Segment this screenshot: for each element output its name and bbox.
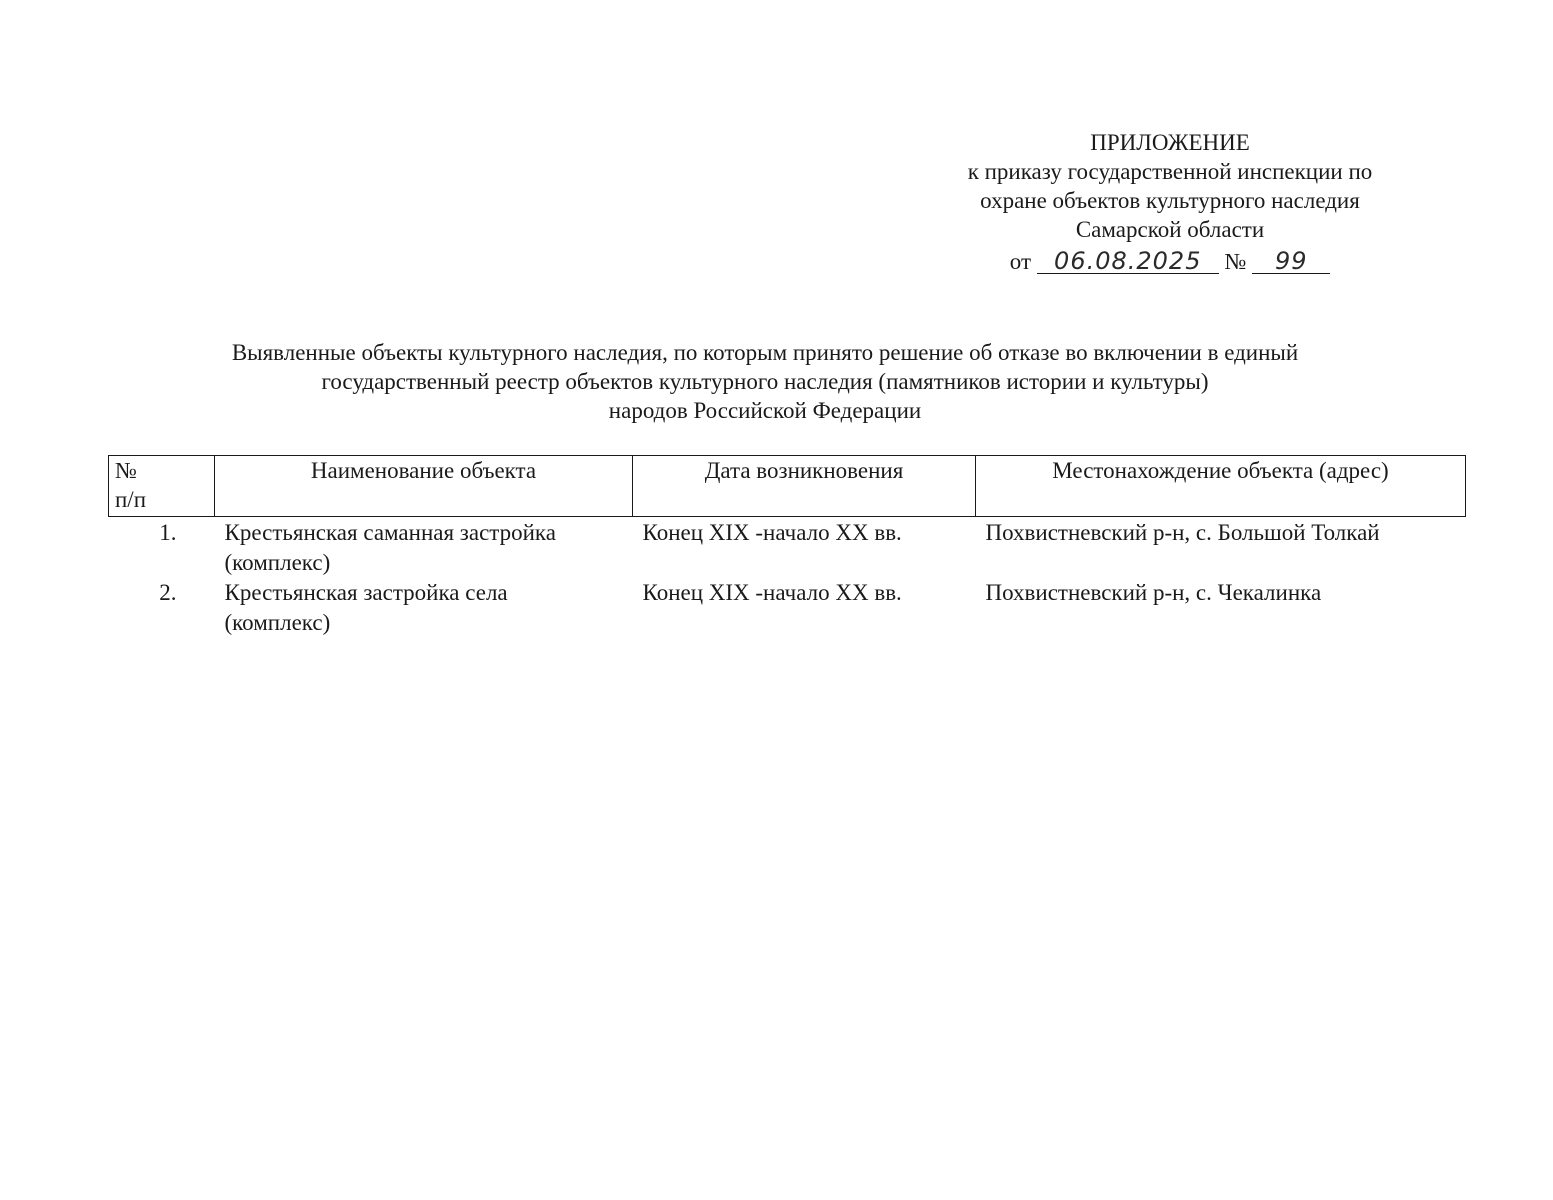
title-line: народов Российской Федерации	[608, 398, 922, 423]
row-name	[215, 517, 633, 579]
row-name-line: Крестьянская саманная застройка	[224, 520, 556, 545]
order-date-field	[1037, 247, 1219, 275]
appendix-line: Самарской области	[1075, 217, 1265, 242]
order-number-handwritten: 99	[1274, 247, 1308, 275]
row-name-line: (комплекс)	[224, 610, 331, 635]
row-name-line: (комплекс)	[224, 550, 331, 575]
document-title	[100, 338, 1430, 425]
heritage-objects-table	[108, 455, 1466, 638]
title-line: Выявленные объекты культурного наследия, по которым принято решение об отказе во включении в единый	[231, 340, 1299, 365]
order-date-number-line	[905, 247, 1435, 276]
row-date: Конец XIX -начало XX вв.	[642, 580, 902, 605]
appendix-line: к приказу государственной инспекции по	[967, 159, 1373, 184]
row-date: Конец XIX -начало XX вв.	[642, 520, 902, 545]
table-header-row	[109, 456, 1466, 517]
header-number-symbol: №	[115, 458, 137, 483]
title-line: государственный реестр объектов культурного наследия (памятников истории и культуры)	[321, 369, 1209, 394]
order-number-field	[1252, 247, 1330, 275]
appendix-line: охране объектов культурного наследия	[980, 188, 1360, 213]
appendix-block	[905, 128, 1435, 276]
row-number: 2.	[159, 580, 177, 605]
header-date: Дата возникновения	[633, 456, 976, 517]
table-row	[109, 578, 1466, 638]
row-address: Похвистневский р-н, с. Большой Толкай	[985, 520, 1380, 545]
row-address: Похвистневский р-н, с. Чекалинка	[985, 580, 1322, 605]
header-address: Местонахождение объекта (адрес)	[976, 456, 1466, 517]
row-number: 1.	[159, 520, 177, 545]
row-name-line: Крестьянская застройка села	[224, 580, 508, 605]
appendix-title: ПРИЛОЖЕНИЕ	[1090, 130, 1250, 155]
order-date-handwritten: 06.08.2025	[1054, 247, 1202, 275]
row-name	[215, 578, 633, 638]
header-number	[109, 456, 215, 517]
number-label: №	[1224, 249, 1247, 274]
header-name: Наименование объекта	[215, 456, 633, 517]
table-row	[109, 517, 1466, 579]
header-number-pp: п/п	[115, 487, 147, 512]
from-label: от	[1009, 249, 1032, 274]
